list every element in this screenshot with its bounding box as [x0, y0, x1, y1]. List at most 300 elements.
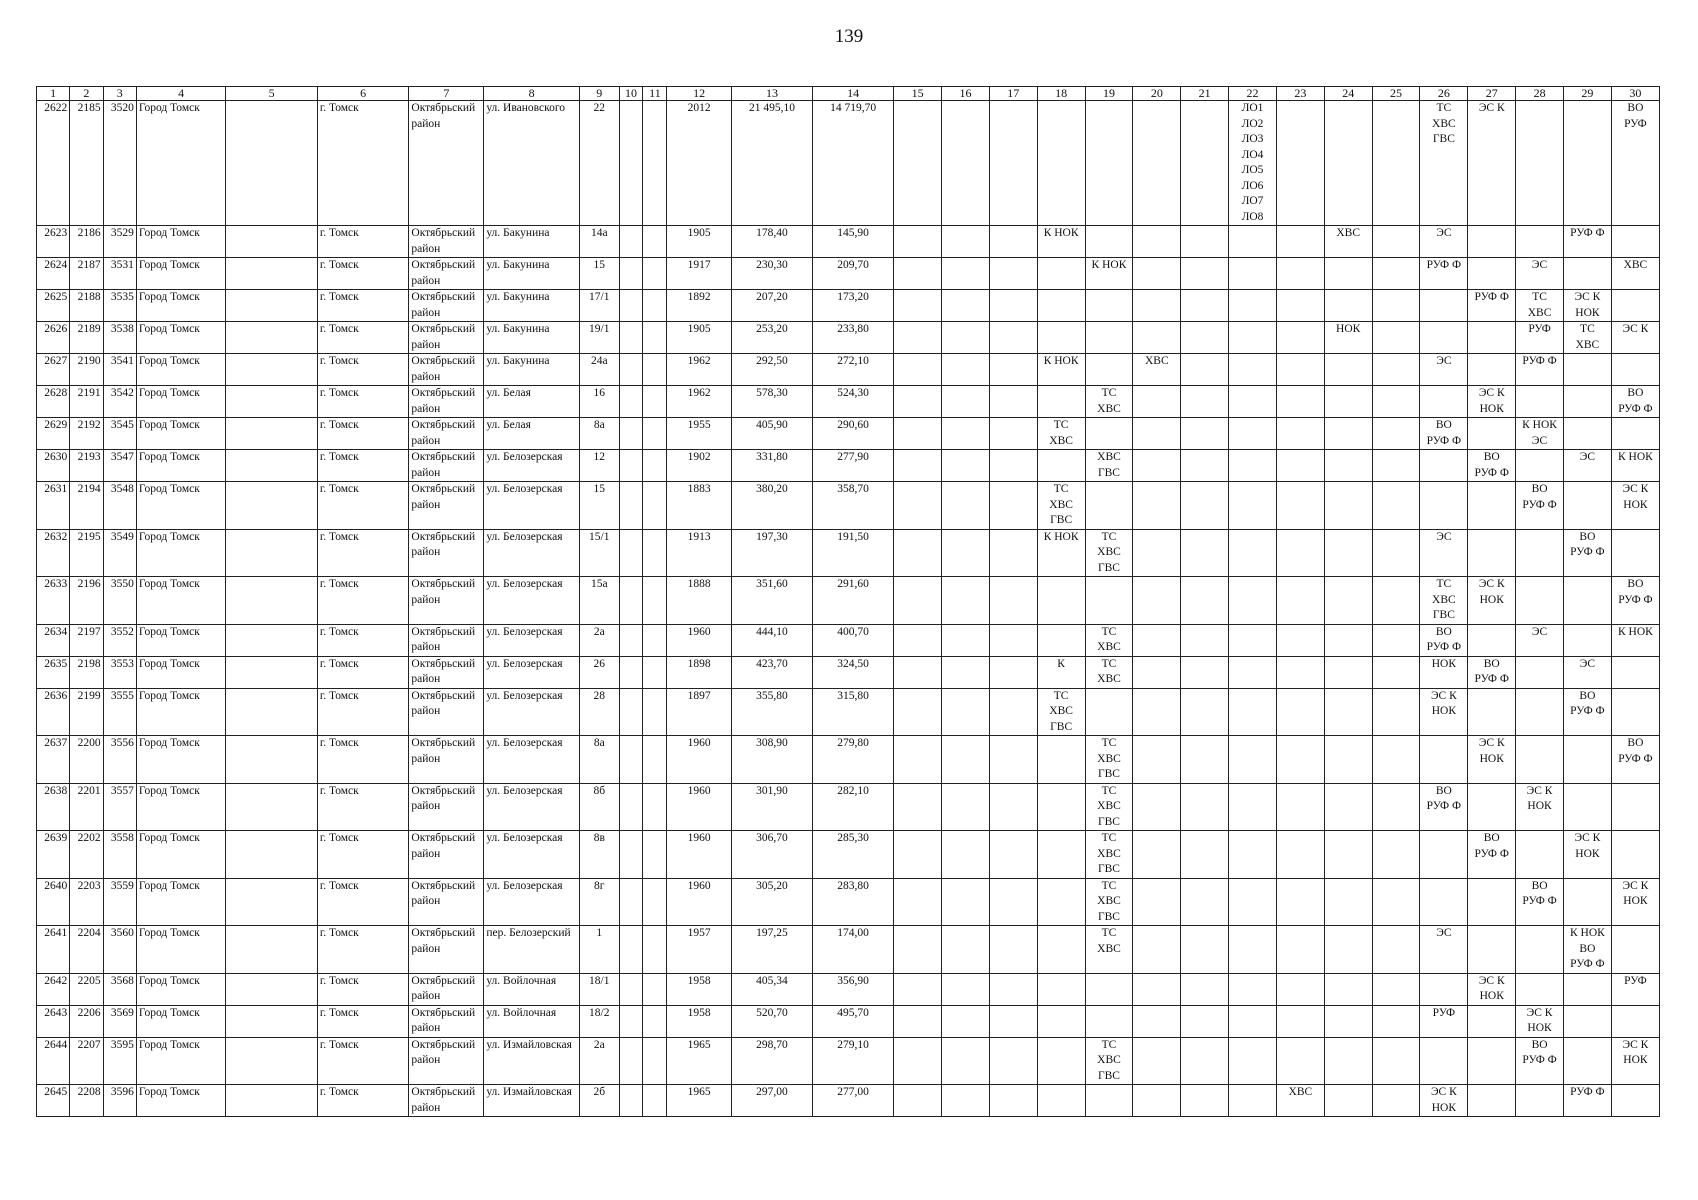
- municipality-cell: Город Томск: [136, 656, 225, 688]
- house-number-cell: 18/2: [580, 1005, 620, 1037]
- work-code-cell-21: [1181, 322, 1229, 354]
- work-code-cell-19: ТС ХВС: [1085, 656, 1133, 688]
- work-code-cell-20: [1133, 1005, 1181, 1037]
- work-code-cell-22: [1229, 656, 1277, 688]
- total-area-cell: 405,34: [731, 973, 812, 1005]
- living-area-cell: 14 719,70: [813, 101, 894, 226]
- work-code-cell-21: [1181, 529, 1229, 577]
- index-3-cell: 3560: [103, 926, 136, 974]
- header-row: [37, 87, 1660, 101]
- work-code-cell-24: [1324, 1085, 1372, 1117]
- work-code-cell-15: [894, 624, 942, 656]
- col-5-cell: [226, 226, 318, 258]
- column-header-13: 13: [731, 87, 812, 101]
- house-number-cell: 2б: [580, 1085, 620, 1117]
- work-code-cell-23: ХВС: [1276, 1085, 1324, 1117]
- street-cell: ул. Белая: [484, 386, 580, 418]
- table-row: [37, 624, 1660, 656]
- table-row: [37, 1005, 1660, 1037]
- row-number-cell: 2637: [37, 736, 70, 784]
- index-3-cell: 3555: [103, 688, 136, 736]
- work-code-cell-19: ТС ХВС ГВС: [1085, 736, 1133, 784]
- work-code-cell-18: [1037, 258, 1085, 290]
- municipality-cell: Город Томск: [136, 688, 225, 736]
- work-code-cell-18: [1037, 1005, 1085, 1037]
- work-code-cell-23: [1276, 688, 1324, 736]
- table-row: [37, 354, 1660, 386]
- work-code-cell-18: ТС ХВС ГВС: [1037, 688, 1085, 736]
- work-code-cell-26: РУФ: [1420, 1005, 1468, 1037]
- row-number-cell: 2622: [37, 101, 70, 226]
- work-code-cell-30: ЭС К НОК: [1611, 878, 1659, 926]
- work-code-cell-28: [1516, 386, 1564, 418]
- work-code-cell-17: [989, 290, 1037, 322]
- col-5-cell: [226, 386, 318, 418]
- work-code-cell-19: ТС ХВС: [1085, 386, 1133, 418]
- work-code-cell-27: [1468, 529, 1516, 577]
- col-11-cell: [643, 418, 667, 450]
- index-2-cell: 2189: [70, 322, 103, 354]
- work-code-cell-16: [942, 386, 990, 418]
- work-code-cell-19: [1085, 354, 1133, 386]
- work-code-cell-27: ЭС К НОК: [1468, 386, 1516, 418]
- col-11-cell: [643, 973, 667, 1005]
- living-area-cell: 324,50: [813, 656, 894, 688]
- work-code-cell-18: ТС ХВС: [1037, 418, 1085, 450]
- work-code-cell-22: [1229, 482, 1277, 530]
- work-code-cell-17: [989, 973, 1037, 1005]
- work-code-cell-16: [942, 736, 990, 784]
- house-number-cell: 2а: [580, 624, 620, 656]
- work-code-cell-28: ВО РУФ Ф: [1516, 1037, 1564, 1085]
- house-number-cell: 15а: [580, 577, 620, 625]
- work-code-cell-19: [1085, 1005, 1133, 1037]
- row-number-cell: 2640: [37, 878, 70, 926]
- work-code-cell-18: К НОК: [1037, 354, 1085, 386]
- work-code-cell-23: [1276, 529, 1324, 577]
- register-table: [36, 86, 1660, 1117]
- year-built-cell: 1898: [667, 656, 732, 688]
- work-code-cell-21: [1181, 624, 1229, 656]
- table-body: [37, 101, 1660, 1117]
- total-area-cell: 207,20: [731, 290, 812, 322]
- work-code-cell-17: [989, 258, 1037, 290]
- work-code-cell-22: [1229, 878, 1277, 926]
- table-row: [37, 418, 1660, 450]
- work-code-cell-21: [1181, 290, 1229, 322]
- street-cell: ул. Белозерская: [484, 577, 580, 625]
- year-built-cell: 1962: [667, 354, 732, 386]
- col-10-cell: [619, 1005, 643, 1037]
- work-code-cell-30: ЭС К НОК: [1611, 482, 1659, 530]
- col-11-cell: [643, 624, 667, 656]
- work-code-cell-28: [1516, 831, 1564, 879]
- work-code-cell-19: [1085, 322, 1133, 354]
- living-area-cell: 272,10: [813, 354, 894, 386]
- work-code-cell-24: [1324, 450, 1372, 482]
- index-2-cell: 2204: [70, 926, 103, 974]
- table-row: [37, 386, 1660, 418]
- work-code-cell-23: [1276, 258, 1324, 290]
- row-number-cell: 2641: [37, 926, 70, 974]
- settlement-cell: г. Томск: [317, 226, 409, 258]
- col-5-cell: [226, 322, 318, 354]
- work-code-cell-17: [989, 101, 1037, 226]
- index-2-cell: 2196: [70, 577, 103, 625]
- row-number-cell: 2644: [37, 1037, 70, 1085]
- index-3-cell: 3550: [103, 577, 136, 625]
- work-code-cell-27: [1468, 354, 1516, 386]
- work-code-cell-25: [1372, 101, 1420, 226]
- column-header-22: 22: [1229, 87, 1277, 101]
- work-code-cell-30: ХВС: [1611, 258, 1659, 290]
- living-area-cell: 277,00: [813, 1085, 894, 1117]
- living-area-cell: 283,80: [813, 878, 894, 926]
- district-cell: Октябрьский район: [409, 482, 484, 530]
- work-code-cell-25: [1372, 688, 1420, 736]
- index-2-cell: 2197: [70, 624, 103, 656]
- street-cell: ул. Белозерская: [484, 783, 580, 831]
- column-header-16: 16: [942, 87, 990, 101]
- settlement-cell: г. Томск: [317, 418, 409, 450]
- house-number-cell: 24а: [580, 354, 620, 386]
- municipality-cell: Город Томск: [136, 322, 225, 354]
- work-code-cell-25: [1372, 482, 1420, 530]
- work-code-cell-25: [1372, 831, 1420, 879]
- index-2-cell: 2188: [70, 290, 103, 322]
- district-cell: Октябрьский район: [409, 529, 484, 577]
- living-area-cell: 291,60: [813, 577, 894, 625]
- work-code-cell-20: [1133, 1037, 1181, 1085]
- col-5-cell: [226, 688, 318, 736]
- work-code-cell-21: [1181, 926, 1229, 974]
- index-2-cell: 2186: [70, 226, 103, 258]
- col-10-cell: [619, 482, 643, 530]
- work-code-cell-18: [1037, 783, 1085, 831]
- work-code-cell-24: [1324, 878, 1372, 926]
- col-10-cell: [619, 386, 643, 418]
- col-11-cell: [643, 1005, 667, 1037]
- work-code-cell-15: [894, 386, 942, 418]
- street-cell: ул. Белозерская: [484, 656, 580, 688]
- col-11-cell: [643, 258, 667, 290]
- work-code-cell-25: [1372, 783, 1420, 831]
- work-code-cell-23: [1276, 973, 1324, 1005]
- work-code-cell-25: [1372, 322, 1420, 354]
- index-3-cell: 3520: [103, 101, 136, 226]
- house-number-cell: 16: [580, 386, 620, 418]
- work-code-cell-29: ЭС К НОК: [1563, 290, 1611, 322]
- index-2-cell: 2200: [70, 736, 103, 784]
- work-code-cell-19: ТС ХВС ГВС: [1085, 878, 1133, 926]
- table-row: [37, 656, 1660, 688]
- col-11-cell: [643, 290, 667, 322]
- col-11-cell: [643, 482, 667, 530]
- work-code-cell-19: [1085, 577, 1133, 625]
- work-code-cell-27: [1468, 418, 1516, 450]
- work-code-cell-28: [1516, 101, 1564, 226]
- district-cell: Октябрьский район: [409, 624, 484, 656]
- house-number-cell: 8в: [580, 831, 620, 879]
- year-built-cell: 1905: [667, 226, 732, 258]
- work-code-cell-24: [1324, 418, 1372, 450]
- work-code-cell-17: [989, 783, 1037, 831]
- work-code-cell-30: К НОК: [1611, 450, 1659, 482]
- col-10-cell: [619, 926, 643, 974]
- col-11-cell: [643, 831, 667, 879]
- work-code-cell-15: [894, 656, 942, 688]
- municipality-cell: Город Томск: [136, 1037, 225, 1085]
- col-10-cell: [619, 322, 643, 354]
- col-5-cell: [226, 418, 318, 450]
- work-code-cell-15: [894, 529, 942, 577]
- col-11-cell: [643, 322, 667, 354]
- work-code-cell-29: [1563, 624, 1611, 656]
- work-code-cell-19: ХВС ГВС: [1085, 450, 1133, 482]
- work-code-cell-30: [1611, 226, 1659, 258]
- work-code-cell-15: [894, 736, 942, 784]
- index-2-cell: 2203: [70, 878, 103, 926]
- year-built-cell: 1958: [667, 1005, 732, 1037]
- year-built-cell: 1962: [667, 386, 732, 418]
- work-code-cell-19: ТС ХВС: [1085, 624, 1133, 656]
- work-code-cell-16: [942, 322, 990, 354]
- work-code-cell-24: НОК: [1324, 322, 1372, 354]
- work-code-cell-28: ЭС: [1516, 258, 1564, 290]
- work-code-cell-16: [942, 1005, 990, 1037]
- work-code-cell-24: ХВС: [1324, 226, 1372, 258]
- work-code-cell-29: [1563, 783, 1611, 831]
- col-10-cell: [619, 529, 643, 577]
- living-area-cell: 174,00: [813, 926, 894, 974]
- work-code-cell-17: [989, 450, 1037, 482]
- house-number-cell: 17/1: [580, 290, 620, 322]
- work-code-cell-15: [894, 783, 942, 831]
- work-code-cell-22: [1229, 1037, 1277, 1085]
- total-area-cell: 305,20: [731, 878, 812, 926]
- work-code-cell-20: [1133, 878, 1181, 926]
- col-10-cell: [619, 736, 643, 784]
- street-cell: ул. Бакунина: [484, 258, 580, 290]
- work-code-cell-28: [1516, 688, 1564, 736]
- col-11-cell: [643, 450, 667, 482]
- work-code-cell-20: [1133, 450, 1181, 482]
- col-11-cell: [643, 226, 667, 258]
- house-number-cell: 28: [580, 688, 620, 736]
- work-code-cell-21: [1181, 1085, 1229, 1117]
- living-area-cell: 524,30: [813, 386, 894, 418]
- settlement-cell: г. Томск: [317, 878, 409, 926]
- year-built-cell: 1917: [667, 258, 732, 290]
- index-3-cell: 3596: [103, 1085, 136, 1117]
- work-code-cell-18: [1037, 973, 1085, 1005]
- house-number-cell: 8а: [580, 736, 620, 784]
- work-code-cell-22: [1229, 418, 1277, 450]
- settlement-cell: г. Томск: [317, 624, 409, 656]
- work-code-cell-17: [989, 831, 1037, 879]
- work-code-cell-15: [894, 1005, 942, 1037]
- column-header-14: 14: [813, 87, 894, 101]
- work-code-cell-15: [894, 226, 942, 258]
- work-code-cell-20: [1133, 656, 1181, 688]
- work-code-cell-28: [1516, 926, 1564, 974]
- work-code-cell-20: [1133, 624, 1181, 656]
- year-built-cell: 1960: [667, 831, 732, 879]
- work-code-cell-16: [942, 1037, 990, 1085]
- year-built-cell: 1960: [667, 736, 732, 784]
- work-code-cell-15: [894, 354, 942, 386]
- index-2-cell: 2193: [70, 450, 103, 482]
- row-number-cell: 2630: [37, 450, 70, 482]
- work-code-cell-20: [1133, 418, 1181, 450]
- work-code-cell-23: [1276, 577, 1324, 625]
- living-area-cell: 400,70: [813, 624, 894, 656]
- living-area-cell: 279,10: [813, 1037, 894, 1085]
- index-3-cell: 3569: [103, 1005, 136, 1037]
- column-header-29: 29: [1563, 87, 1611, 101]
- total-area-cell: 21 495,10: [731, 101, 812, 226]
- work-code-cell-30: ВО РУФ: [1611, 101, 1659, 226]
- work-code-cell-29: [1563, 386, 1611, 418]
- work-code-cell-21: [1181, 878, 1229, 926]
- settlement-cell: г. Томск: [317, 656, 409, 688]
- work-code-cell-20: [1133, 1085, 1181, 1117]
- work-code-cell-25: [1372, 290, 1420, 322]
- work-code-cell-16: [942, 1085, 990, 1117]
- work-code-cell-24: [1324, 926, 1372, 974]
- municipality-cell: Город Томск: [136, 831, 225, 879]
- work-code-cell-24: [1324, 101, 1372, 226]
- work-code-cell-17: [989, 1037, 1037, 1085]
- column-header-18: 18: [1037, 87, 1085, 101]
- work-code-cell-16: [942, 354, 990, 386]
- year-built-cell: 1958: [667, 973, 732, 1005]
- work-code-cell-18: К НОК: [1037, 226, 1085, 258]
- work-code-cell-28: РУФ Ф: [1516, 354, 1564, 386]
- work-code-cell-16: [942, 482, 990, 530]
- work-code-cell-26: [1420, 831, 1468, 879]
- work-code-cell-15: [894, 258, 942, 290]
- district-cell: Октябрьский район: [409, 322, 484, 354]
- work-code-cell-26: [1420, 973, 1468, 1005]
- work-code-cell-17: [989, 878, 1037, 926]
- total-area-cell: 178,40: [731, 226, 812, 258]
- index-2-cell: 2207: [70, 1037, 103, 1085]
- settlement-cell: г. Томск: [317, 101, 409, 226]
- street-cell: ул. Белозерская: [484, 624, 580, 656]
- work-code-cell-19: [1085, 1085, 1133, 1117]
- index-2-cell: 2208: [70, 1085, 103, 1117]
- column-header-6: 6: [317, 87, 409, 101]
- work-code-cell-18: [1037, 290, 1085, 322]
- work-code-cell-21: [1181, 482, 1229, 530]
- column-header-26: 26: [1420, 87, 1468, 101]
- house-number-cell: 15/1: [580, 529, 620, 577]
- house-number-cell: 15: [580, 482, 620, 530]
- work-code-cell-22: ЛО1 ЛО2 ЛО3 ЛО4 ЛО5 ЛО6 ЛО7 ЛО8: [1229, 101, 1277, 226]
- work-code-cell-29: [1563, 878, 1611, 926]
- work-code-cell-18: [1037, 1085, 1085, 1117]
- col-5-cell: [226, 258, 318, 290]
- work-code-cell-23: [1276, 482, 1324, 530]
- street-cell: ул. Белозерская: [484, 736, 580, 784]
- work-code-cell-26: НОК: [1420, 656, 1468, 688]
- work-code-cell-16: [942, 101, 990, 226]
- work-code-cell-29: ВО РУФ Ф: [1563, 688, 1611, 736]
- work-code-cell-19: ТС ХВС ГВС: [1085, 1037, 1133, 1085]
- work-code-cell-26: ЭС К НОК: [1420, 1085, 1468, 1117]
- work-code-cell-17: [989, 226, 1037, 258]
- street-cell: ул. Белозерская: [484, 688, 580, 736]
- work-code-cell-29: ЭС: [1563, 450, 1611, 482]
- work-code-cell-15: [894, 322, 942, 354]
- year-built-cell: 1902: [667, 450, 732, 482]
- work-code-cell-22: [1229, 322, 1277, 354]
- house-number-cell: 22: [580, 101, 620, 226]
- work-code-cell-19: ТС ХВС: [1085, 926, 1133, 974]
- work-code-cell-28: [1516, 656, 1564, 688]
- work-code-cell-22: [1229, 736, 1277, 784]
- work-code-cell-17: [989, 624, 1037, 656]
- work-code-cell-19: ТС ХВС ГВС: [1085, 529, 1133, 577]
- settlement-cell: г. Томск: [317, 1085, 409, 1117]
- index-3-cell: 3558: [103, 831, 136, 879]
- work-code-cell-17: [989, 322, 1037, 354]
- work-code-cell-19: [1085, 482, 1133, 530]
- work-code-cell-23: [1276, 226, 1324, 258]
- work-code-cell-17: [989, 529, 1037, 577]
- work-code-cell-23: [1276, 878, 1324, 926]
- district-cell: Октябрьский район: [409, 656, 484, 688]
- work-code-cell-24: [1324, 290, 1372, 322]
- work-code-cell-26: РУФ Ф: [1420, 258, 1468, 290]
- municipality-cell: Город Томск: [136, 783, 225, 831]
- table-row: [37, 878, 1660, 926]
- work-code-cell-27: ЭС К: [1468, 101, 1516, 226]
- work-code-cell-24: [1324, 656, 1372, 688]
- living-area-cell: 191,50: [813, 529, 894, 577]
- work-code-cell-25: [1372, 926, 1420, 974]
- settlement-cell: г. Томск: [317, 529, 409, 577]
- district-cell: Октябрьский район: [409, 418, 484, 450]
- col-11-cell: [643, 1037, 667, 1085]
- work-code-cell-16: [942, 290, 990, 322]
- work-code-cell-26: ЭС: [1420, 354, 1468, 386]
- index-2-cell: 2192: [70, 418, 103, 450]
- total-area-cell: 197,30: [731, 529, 812, 577]
- work-code-cell-30: [1611, 529, 1659, 577]
- district-cell: Октябрьский район: [409, 736, 484, 784]
- work-code-cell-25: [1372, 1005, 1420, 1037]
- work-code-cell-18: [1037, 322, 1085, 354]
- work-code-cell-27: [1468, 624, 1516, 656]
- column-header-4: 4: [136, 87, 225, 101]
- work-code-cell-26: [1420, 1037, 1468, 1085]
- table-row: [37, 926, 1660, 974]
- work-code-cell-20: [1133, 688, 1181, 736]
- col-5-cell: [226, 450, 318, 482]
- col-11-cell: [643, 1085, 667, 1117]
- total-area-cell: 578,30: [731, 386, 812, 418]
- table-row: [37, 258, 1660, 290]
- column-header-15: 15: [894, 87, 942, 101]
- year-built-cell: 1965: [667, 1085, 732, 1117]
- work-code-cell-20: [1133, 290, 1181, 322]
- col-5-cell: [226, 973, 318, 1005]
- table-row: [37, 450, 1660, 482]
- index-2-cell: 2195: [70, 529, 103, 577]
- municipality-cell: Город Томск: [136, 418, 225, 450]
